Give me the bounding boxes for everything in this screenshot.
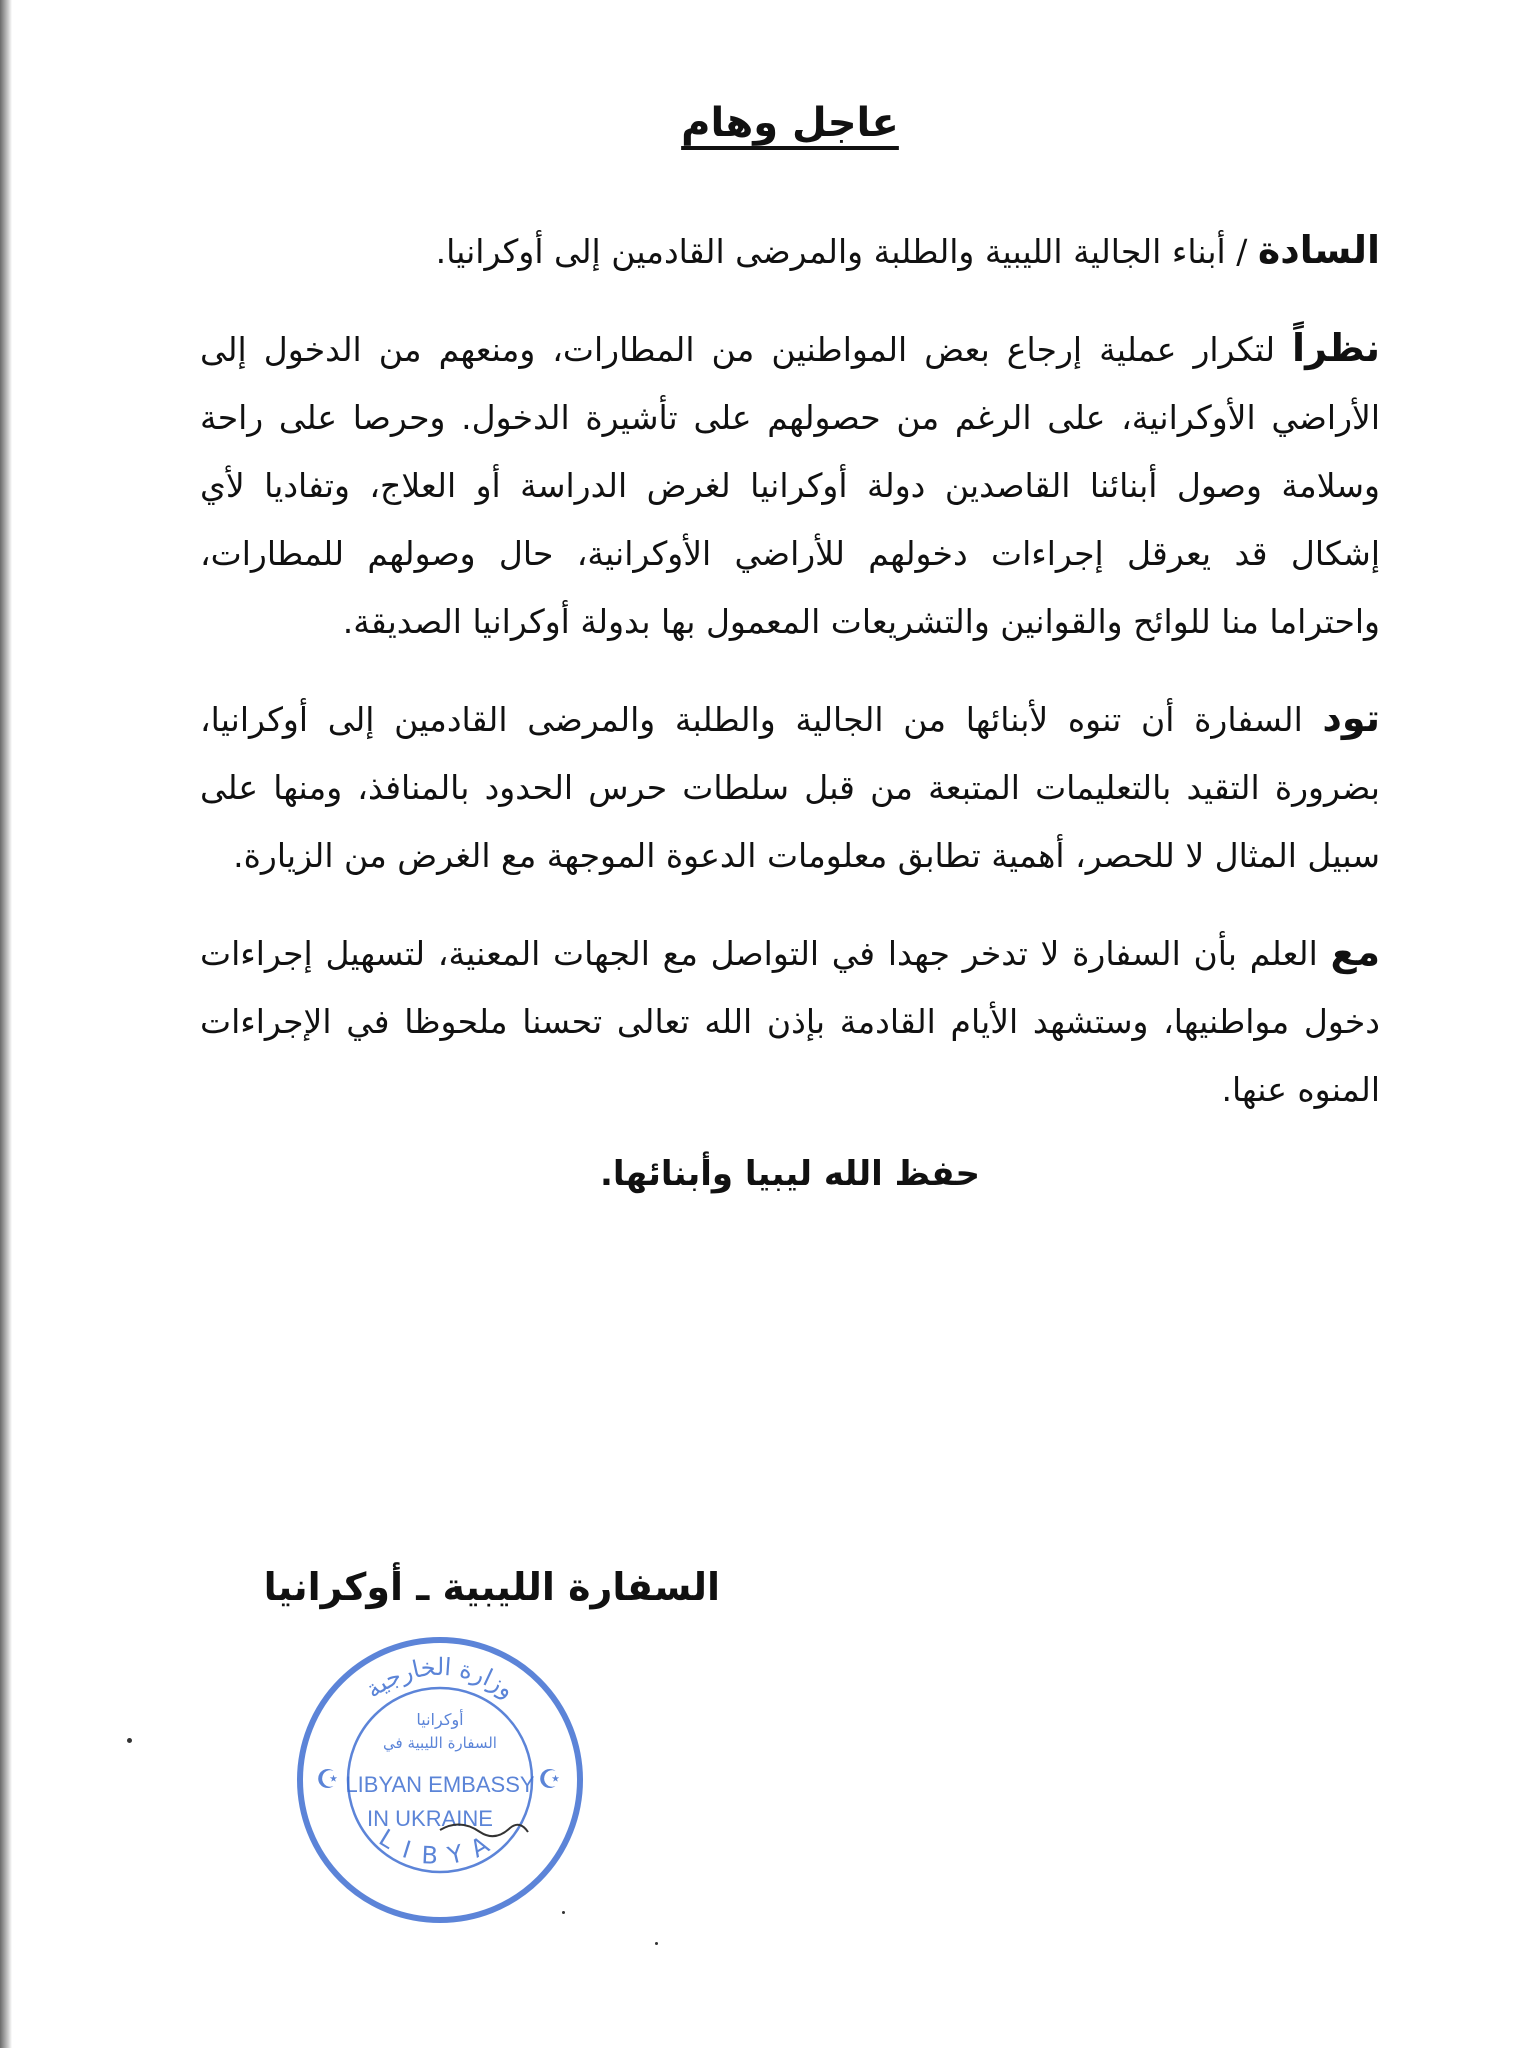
addressee-line — [200, 216, 1380, 286]
paragraph-notice-lead: تود — [1322, 696, 1380, 740]
stamp-ring-bottom-path: LIBYA — [374, 1823, 506, 1871]
crescent-star-icon-left: ☪ — [316, 1765, 340, 1795]
signature-line: السفارة الليبية ـ أوكرانيا — [263, 1565, 720, 1609]
crescent-star-icon-right: ☪ — [538, 1765, 562, 1795]
title-text: عاجل وهام — [681, 100, 899, 146]
paragraph-reason-lead: نظراً — [1292, 326, 1380, 370]
paragraph-note — [200, 918, 1380, 1124]
stamp-inner-ar-2: السفارة الليبية في — [383, 1734, 497, 1752]
paragraph-reason — [200, 314, 1380, 656]
scan-speck — [655, 1942, 658, 1945]
paragraph-note-text: العلم بأن السفارة لا تدخر جهدا في التواصل مع الجهات المعنية، لتسهيل إجراءات دخول مواطنيها، وستشهد الأيام القادمة بإذن الله تعالى تحسنا ملحوظا في الإجراءات المنوه عنها. — [200, 934, 1380, 1109]
paragraph-reason-text: لتكرار عملية إرجاع بعض المواطنين من المطارات، ومنعهم من الدخول إلى الأراضي الأوكرانية، على الرغم من حصولهم على تأشيرة الدخول. وحرصا على راحة وسلامة وصول أبنائنا القاصدين دولة أوكرانيا لغرض الدراسة أو العلاج، وتفاديا لأي إشكال قد يعرقل إجراءات دخولهم للأراضي الأوكرانية، حال وصولهم للمطارات، واحتراما منا للوائح والقوانين والتشريعات المعمول بها بدولة أوكرانيا الصديقة. — [200, 330, 1380, 641]
letter-title — [200, 100, 1380, 146]
stamp-inner-en-1: LIBYAN EMBASSY — [345, 1772, 535, 1797]
stamp-ring-top-text — [360, 1653, 520, 1704]
addressee-text: / أبناء الجالية الليبية والطلبة والمرضى القادمين إلى أوكرانيا. — [435, 232, 1258, 271]
paragraph-notice-text: السفارة أن تنوه لأبنائها من الجالية والطلبة والمرضى القادمين إلى أوكرانيا، بضرورة التقيد بالتعليمات المتبعة من قبل سلطات حرس الحدود بالمنافذ، ومنها على سبيل المثال لا للحصر، أهمية تطابق معلومات الدعوة الموجهة مع الغرض من الزيارة. — [200, 700, 1380, 875]
letter-body — [200, 100, 1380, 1194]
addressee-lead: السادة — [1257, 228, 1380, 272]
scan-speck — [127, 1738, 132, 1743]
embassy-stamp — [290, 1630, 590, 1930]
paragraph-note-lead: مع — [1330, 930, 1380, 974]
scan-edge-shadow — [0, 0, 12, 2048]
scan-speck — [562, 1911, 565, 1914]
paragraph-notice — [200, 684, 1380, 890]
stamp-inner-en-2: IN UKRAINE — [367, 1806, 493, 1831]
stamp-inner-ar-1: أوكرانيا — [416, 1710, 464, 1729]
stamp-ring-top-path: وزارة الخارجية — [360, 1652, 521, 1704]
closing-line: حفظ الله ليبيا وأبنائها. — [599, 1154, 981, 1194]
